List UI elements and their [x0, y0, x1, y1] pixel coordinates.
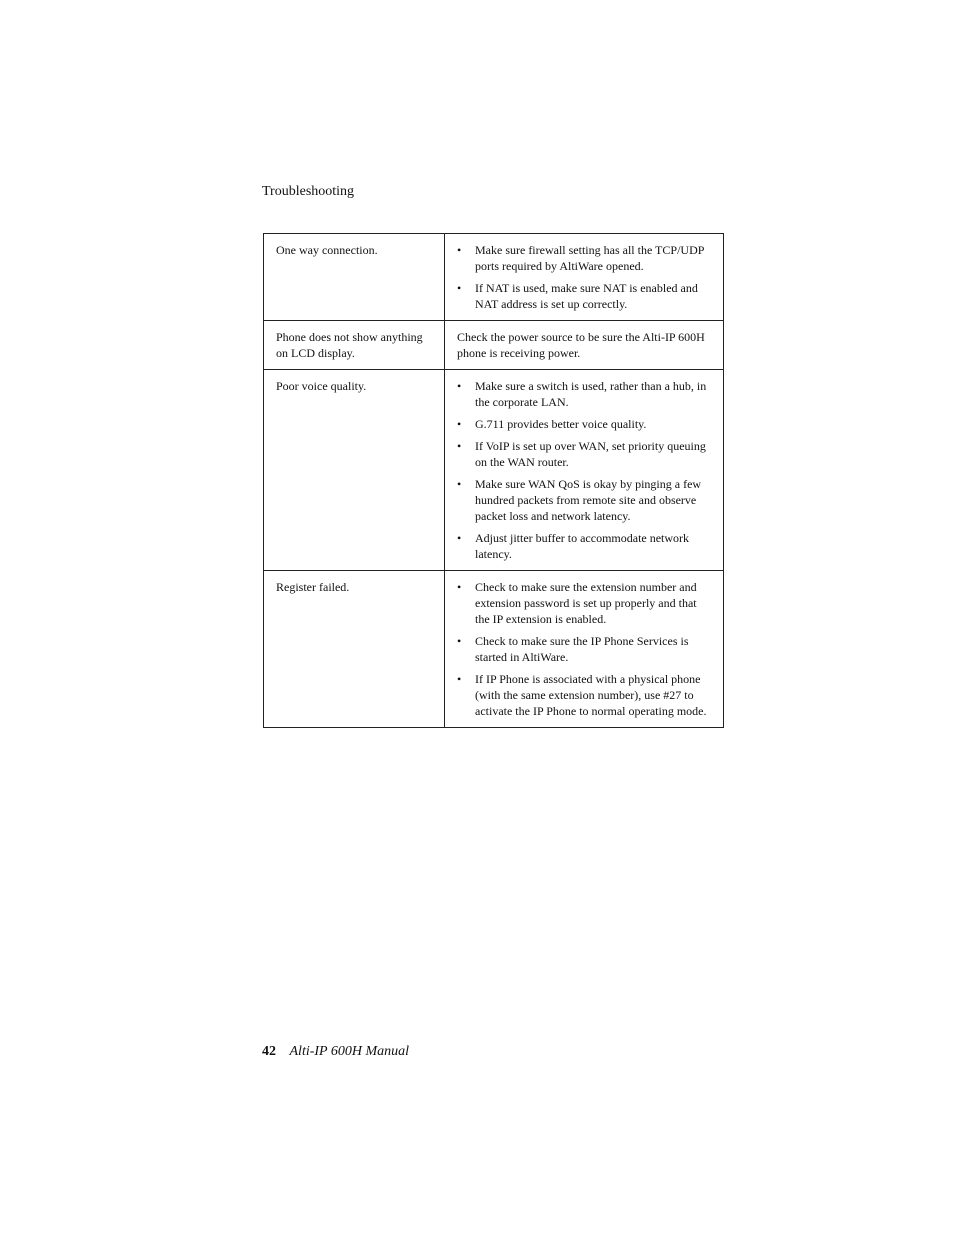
problem-cell: One way connection.	[264, 234, 445, 321]
list-item	[457, 242, 709, 274]
solution-cell	[445, 571, 724, 728]
solution-cell	[445, 234, 724, 321]
list-item-text: If VoIP is set up over WAN, set priority queuing on the WAN router.	[475, 439, 706, 469]
list-item	[457, 476, 709, 524]
list-item	[457, 378, 709, 410]
list-item	[457, 280, 709, 312]
solution-cell	[445, 370, 724, 571]
problem-cell: Phone does not show anything on LCD display.	[264, 321, 445, 370]
page-number: 42	[262, 1044, 276, 1059]
list-item-text: Check to make sure the extension number and extension password is set up properly and that the IP extension is enabled.	[475, 580, 697, 626]
list-item-text: Make sure WAN QoS is okay by pinging a few hundred packets from remote site and observe packet loss and network latency.	[475, 477, 702, 523]
list-item-text: If NAT is used, make sure NAT is enabled and NAT address is set up correctly.	[475, 281, 698, 311]
table-row	[264, 370, 724, 571]
bullet-icon: •	[457, 243, 462, 257]
list-item-text: Make sure a switch is used, rather than a hub, in the corporate LAN.	[475, 379, 707, 409]
list-item	[457, 438, 709, 470]
table-row	[264, 571, 724, 728]
list-item-text: Check to make sure the IP Phone Services is started in AltiWare.	[475, 634, 689, 664]
section-title: Troubleshooting	[262, 184, 355, 199]
bullet-icon: •	[457, 531, 462, 545]
manual-title: Alti-IP 600H Manual	[289, 1044, 410, 1059]
solution-list	[457, 579, 709, 719]
list-item	[457, 416, 709, 432]
list-item-text: If IP Phone is associated with a physical phone (with the same extension number), use #27 to activate the IP Phone to normal operating mode.	[475, 672, 707, 718]
bullet-icon: •	[457, 439, 462, 453]
page-footer	[262, 1043, 409, 1060]
table-row	[264, 321, 724, 370]
solution-cell: Check the power source to be sure the Alti-IP 600H phone is receiving power.	[445, 321, 724, 370]
bullet-icon: •	[457, 417, 462, 431]
bullet-icon: •	[457, 281, 462, 295]
list-item-text: Make sure firewall setting has all the TCP/UDP ports required by AltiWare opened.	[475, 243, 704, 273]
bullet-icon: •	[457, 672, 462, 686]
list-item-text: G.711 provides better voice quality.	[475, 417, 647, 431]
table-row	[264, 234, 724, 321]
solution-list	[457, 242, 709, 312]
problem-cell: Register failed.	[264, 571, 445, 728]
solution-list	[457, 378, 709, 562]
bullet-icon: •	[457, 634, 462, 648]
list-item	[457, 579, 709, 627]
troubleshooting-table	[263, 233, 724, 728]
list-item-text: Adjust jitter buffer to accommodate network latency.	[475, 531, 690, 561]
list-item	[457, 633, 709, 665]
problem-cell: Poor voice quality.	[264, 370, 445, 571]
bullet-icon: •	[457, 477, 462, 491]
list-item	[457, 671, 709, 719]
bullet-icon: •	[457, 580, 462, 594]
list-item	[457, 530, 709, 562]
bullet-icon: •	[457, 379, 462, 393]
